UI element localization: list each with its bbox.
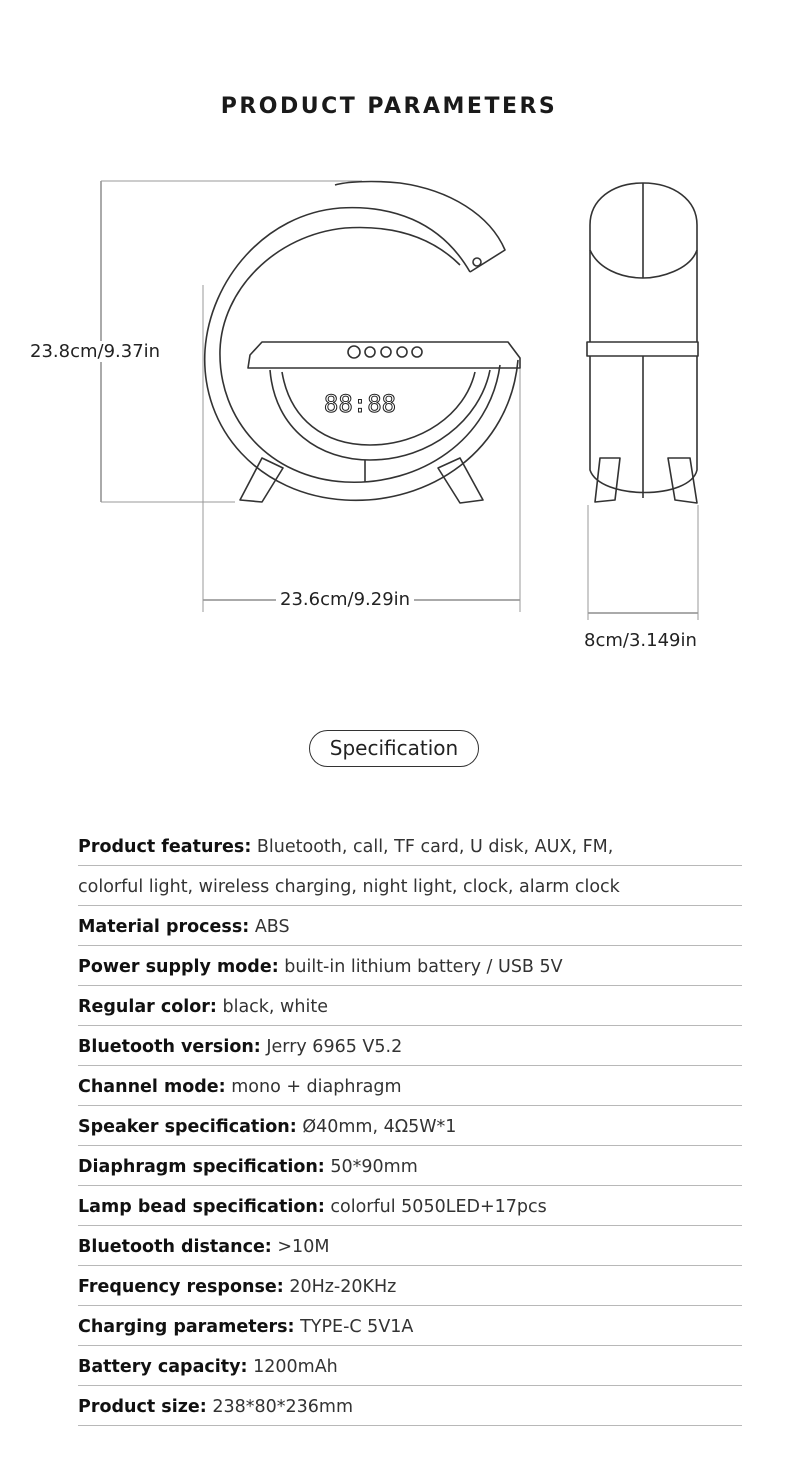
spec-key: Lamp bead specification:: [78, 1197, 325, 1217]
spec-value: >10M: [277, 1237, 330, 1257]
spec-row: [78, 1026, 742, 1066]
spec-row: [78, 1146, 742, 1186]
spec-key: Battery capacity:: [78, 1357, 248, 1377]
spec-value: 20Hz-20KHz: [289, 1277, 397, 1297]
spec-key: Diaphragm specification:: [78, 1157, 325, 1177]
spec-key: Bluetooth version:: [78, 1037, 261, 1057]
spec-row: [78, 906, 742, 946]
spec-row: [78, 1386, 742, 1426]
spec-row: [78, 866, 742, 906]
spec-row: [78, 826, 742, 866]
spec-value: colorful light, wireless charging, night light, clock, alarm clock: [78, 877, 620, 897]
spec-value: Ø40mm, 4Ω5W*1: [302, 1117, 457, 1137]
width-dimension-label: 23.6cm/9.29in: [276, 589, 414, 610]
spec-value: mono + diaphragm: [231, 1077, 402, 1097]
spec-key: Material process:: [78, 917, 250, 937]
spec-row: [78, 1306, 742, 1346]
spec-value: TYPE-C 5V1A: [300, 1317, 414, 1337]
spec-value: Bluetooth, call, TF card, U disk, AUX, FM,: [256, 837, 614, 857]
spec-key: Product size:: [78, 1397, 207, 1417]
spec-key: Product features:: [78, 837, 252, 857]
spec-key: Regular color:: [78, 997, 217, 1017]
spec-value: colorful 5050LED+17pcs: [330, 1197, 547, 1217]
spec-row: [78, 946, 742, 986]
spec-key: Channel mode:: [78, 1077, 226, 1097]
page-title: PRODUCT PARAMETERS: [220, 94, 558, 119]
spec-value: 1200mAh: [253, 1357, 338, 1377]
spec-value: black, white: [222, 997, 328, 1017]
spec-value: Jerry 6965 V5.2: [266, 1037, 403, 1057]
height-dimension-label: 23.8cm/9.37in: [30, 341, 161, 362]
spec-value: 238*80*236mm: [212, 1397, 354, 1417]
spec-row: [78, 1266, 742, 1306]
clock-display: 88:88: [323, 390, 397, 418]
spec-row: [78, 1226, 742, 1266]
spec-value: 50*90mm: [330, 1157, 418, 1177]
spec-row: [78, 1186, 742, 1226]
spec-value: ABS: [254, 917, 290, 937]
spec-key: Bluetooth distance:: [78, 1237, 272, 1257]
spec-row: [78, 1106, 742, 1146]
spec-value: built-in lithium battery / USB 5V: [284, 957, 563, 977]
spec-key: Frequency response:: [78, 1277, 284, 1297]
front-view: [205, 182, 520, 503]
spec-row: [78, 986, 742, 1026]
spec-key: Power supply mode:: [78, 957, 279, 977]
spec-key: Charging parameters:: [78, 1317, 295, 1337]
spec-row: [78, 1066, 742, 1106]
spec-key: Speaker specification:: [78, 1117, 297, 1137]
depth-dimension-label: 8cm/3.149in: [584, 630, 697, 651]
spec-row: [78, 1346, 742, 1386]
side-view: [587, 183, 698, 503]
spec-list: [78, 826, 742, 1426]
specification-heading: Specification: [309, 730, 479, 767]
